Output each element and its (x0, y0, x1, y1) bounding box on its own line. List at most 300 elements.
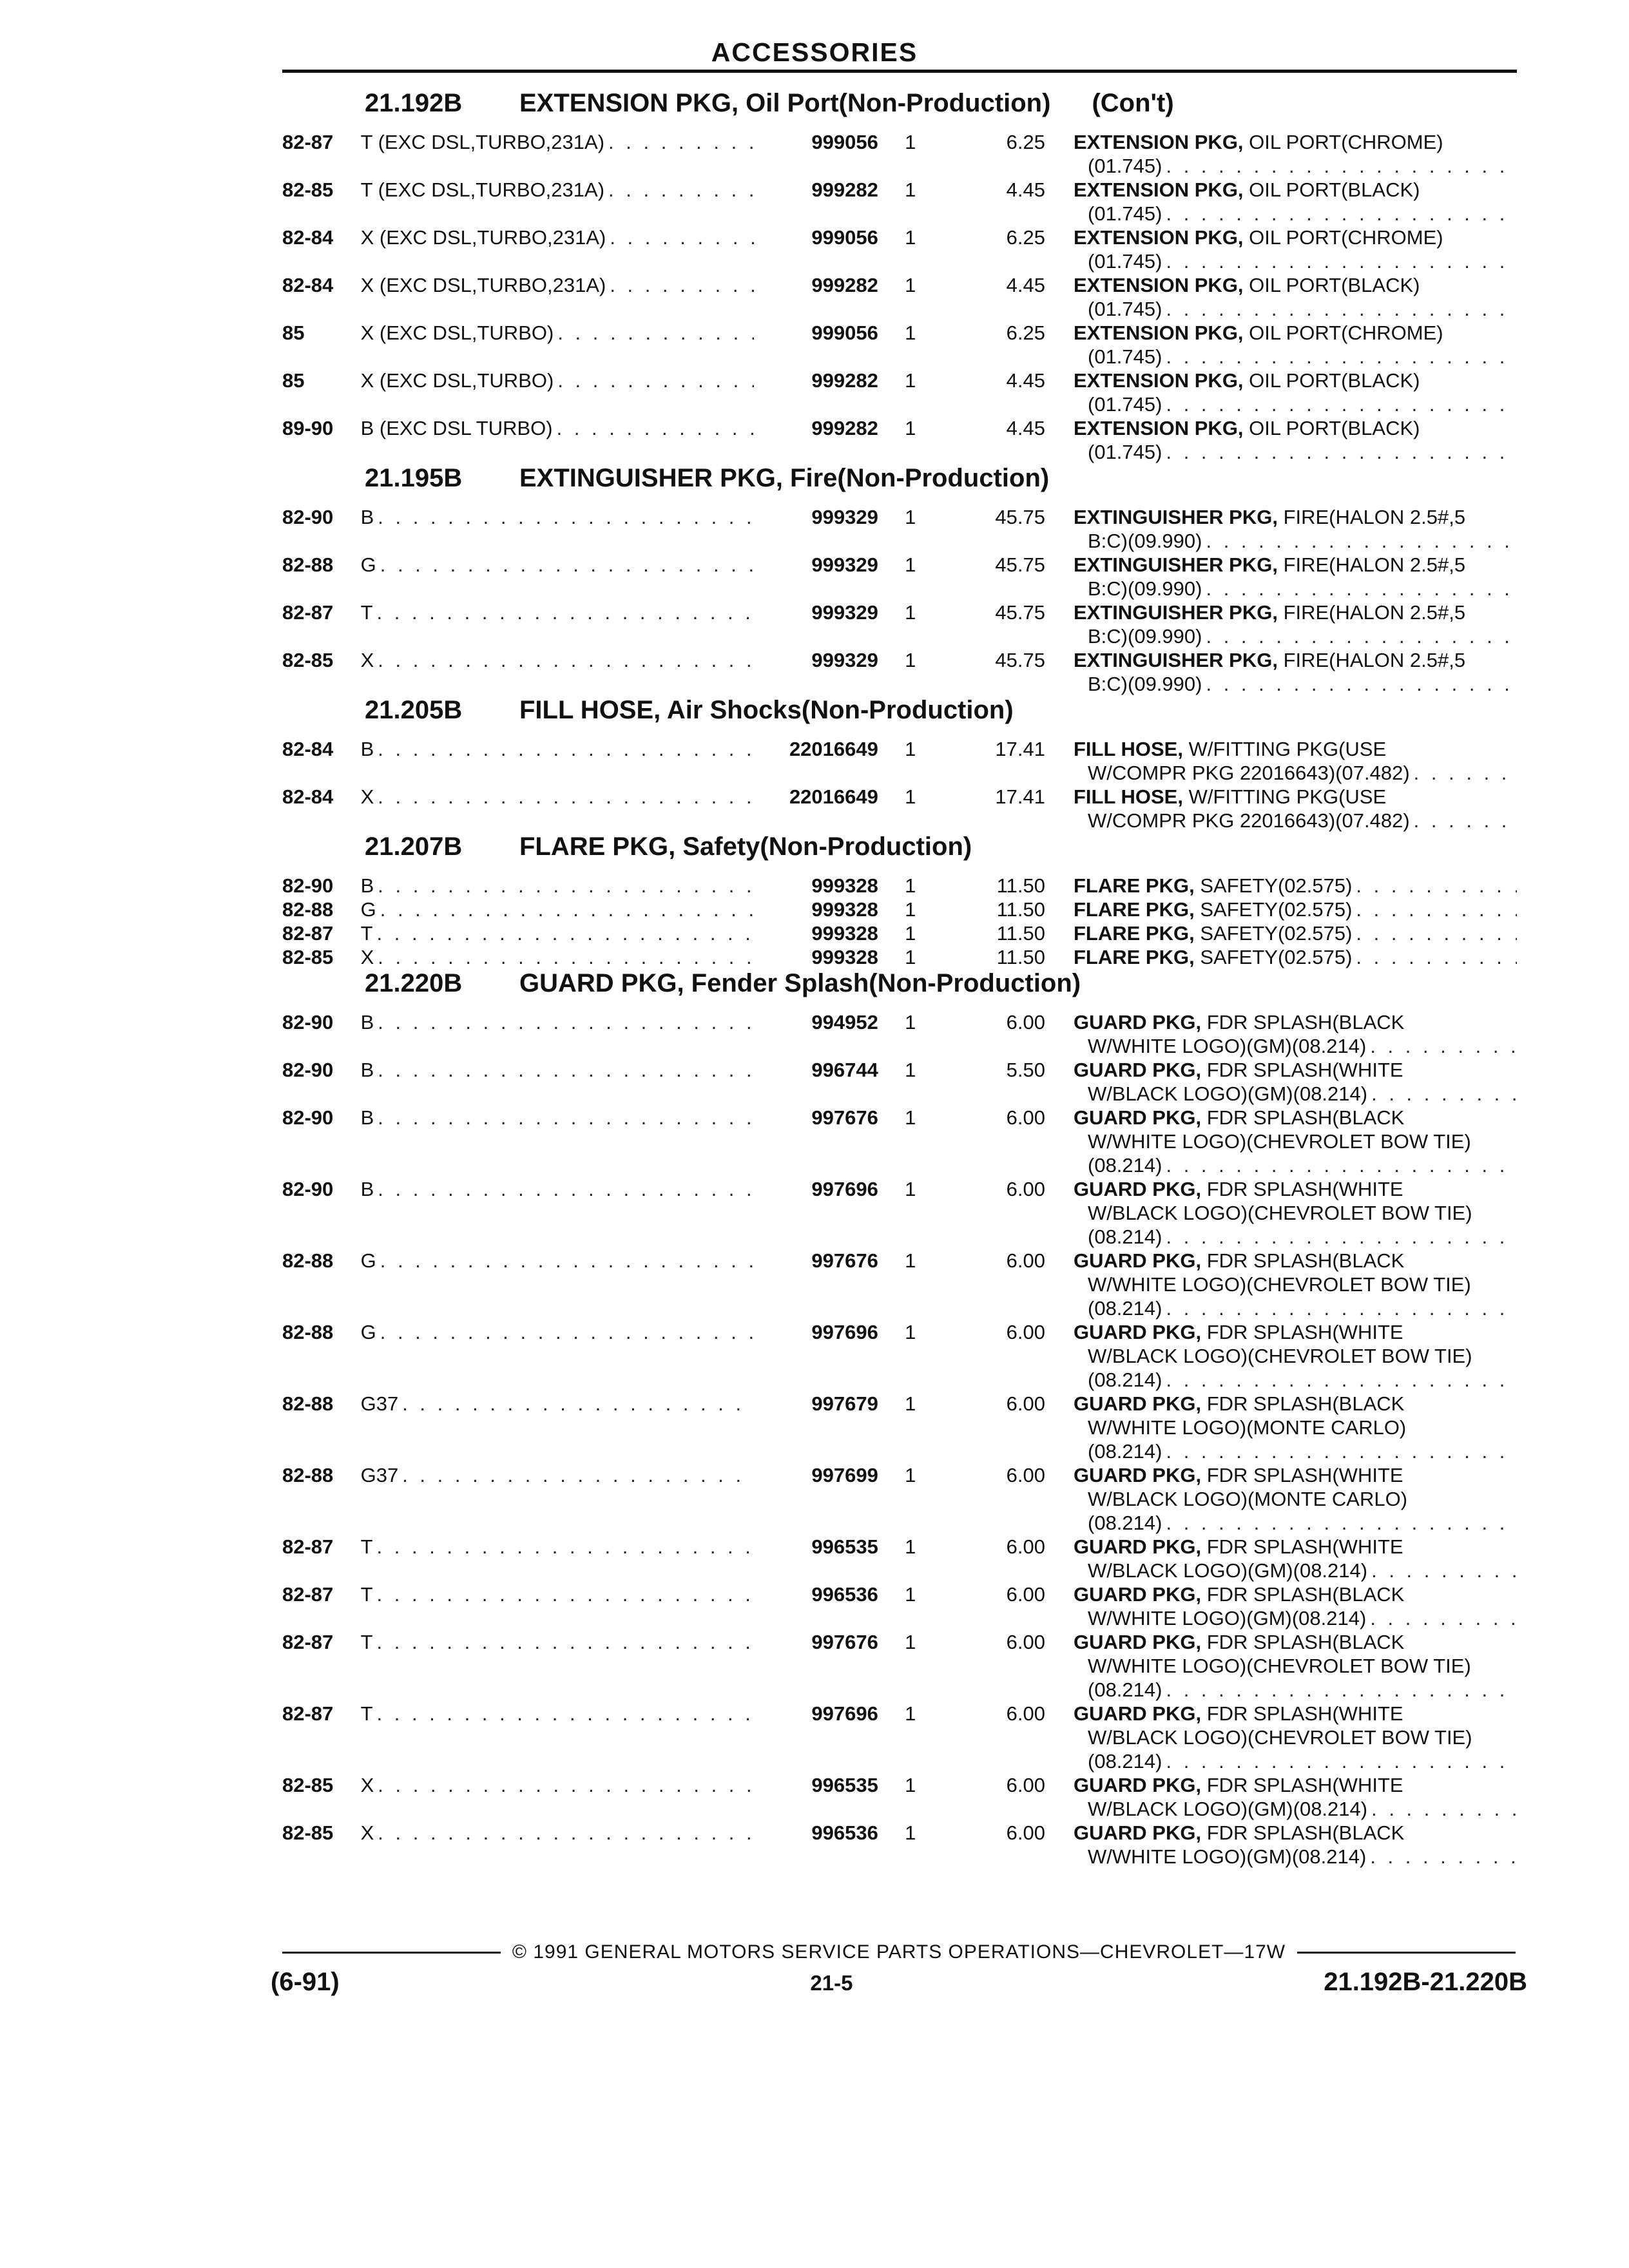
desc-continuation-text: (01.745) (1088, 298, 1162, 320)
row-model-text: X (360, 1821, 374, 1844)
row-part-number: 999328 (811, 946, 878, 968)
desc-rest: FDR SPLASH(WHITE (1206, 1178, 1403, 1200)
dot-leader (1166, 249, 1517, 273)
desc-continuation-text: W/WHITE LOGO)(GM)(08.214) (1088, 1035, 1367, 1057)
desc-keyword: FLARE PKG, (1074, 946, 1195, 968)
dot-leader (608, 178, 754, 202)
section-3 (282, 832, 1517, 969)
desc-text (1074, 1773, 1407, 1797)
desc-line (1074, 1392, 1517, 1416)
desc-line (1074, 601, 1517, 624)
row-model-text: B (360, 874, 374, 897)
row-model-text: X (EXC DSL,TURBO) (360, 369, 554, 392)
desc-text (1074, 130, 1447, 154)
desc-rest: FDR SPLASH(BLACK (1206, 1249, 1405, 1272)
row-model (361, 898, 754, 921)
row-quantity: 1 (905, 1059, 916, 1081)
row-part-number: 999328 (811, 922, 878, 945)
desc-continuation (1074, 1654, 1517, 1678)
desc-line (1074, 785, 1517, 809)
desc-rest: FDR SPLASH(WHITE (1206, 1059, 1403, 1081)
row-years: 82-90 (282, 1106, 334, 1129)
desc-continuation (1074, 809, 1517, 832)
row-price: 6.00 (1006, 1583, 1045, 1606)
table-row (282, 785, 1517, 832)
row-model (361, 1106, 754, 1129)
row-quantity: 1 (905, 1774, 916, 1796)
desc-line (1074, 553, 1517, 577)
row-quantity: 1 (905, 1702, 916, 1725)
row-quantity: 1 (905, 946, 916, 968)
desc-rest: SAFETY(02.575) (1200, 898, 1353, 921)
desc-rest: FDR SPLASH(WHITE (1206, 1702, 1403, 1725)
desc-keyword: GUARD PKG, (1074, 1011, 1202, 1033)
row-years: 82-87 (282, 1535, 334, 1558)
row-years: 82-85 (282, 1774, 334, 1796)
desc-continuation (1074, 1487, 1517, 1511)
row-model-text: X (360, 946, 374, 968)
row-price: 6.00 (1006, 1821, 1045, 1844)
desc-line (1074, 1702, 1517, 1725)
table-row (282, 1702, 1517, 1773)
row-quantity: 1 (905, 898, 916, 921)
row-price: 6.00 (1006, 1106, 1045, 1129)
dot-leader (1166, 1439, 1517, 1463)
row-description (1074, 321, 1517, 369)
desc-keyword: GUARD PKG, (1074, 1821, 1202, 1844)
desc-continuation-text: W/BLACK LOGO)(MONTE CARLO) (1088, 1488, 1408, 1510)
row-years: 82-88 (282, 1249, 334, 1272)
desc-text (1074, 1630, 1408, 1654)
row-part-number: 999056 (811, 131, 878, 153)
desc-continuation-text: (08.214) (1088, 1369, 1162, 1391)
desc-keyword: GUARD PKG, (1074, 1106, 1202, 1129)
table-row (282, 505, 1517, 553)
row-model (361, 737, 754, 761)
row-description (1074, 416, 1517, 464)
dot-leader (1370, 1845, 1517, 1869)
row-quantity: 1 (905, 131, 916, 153)
desc-text (1074, 1535, 1407, 1559)
table-row (282, 1106, 1517, 1177)
desc-line (1074, 226, 1517, 249)
row-years: 82-90 (282, 874, 334, 897)
desc-rest: OIL PORT(BLACK) (1249, 417, 1420, 439)
dot-leader (1370, 1034, 1517, 1058)
row-part-number: 999329 (811, 506, 878, 528)
row-model (361, 1463, 754, 1487)
row-model (361, 921, 754, 945)
table-row (282, 1058, 1517, 1106)
desc-continuation (1074, 1678, 1517, 1702)
row-model-text: X (EXC DSL,TURBO) (360, 322, 554, 344)
desc-text (1074, 874, 1356, 898)
row-part-number: 997679 (811, 1392, 878, 1415)
desc-line (1074, 945, 1517, 969)
desc-rest: W/FITTING PKG(USE (1188, 785, 1387, 808)
row-part-number: 999329 (811, 553, 878, 576)
row-quantity: 1 (905, 274, 916, 296)
dot-leader (378, 505, 753, 529)
desc-continuation (1074, 1273, 1517, 1296)
desc-text (1074, 178, 1423, 202)
section-number: 21.205B (365, 696, 463, 724)
section-note: (Con't) (1092, 89, 1174, 117)
desc-keyword: GUARD PKG, (1074, 1702, 1202, 1725)
desc-continuation-text: (08.214) (1088, 1678, 1162, 1701)
dot-leader (1356, 921, 1517, 945)
desc-continuation-text: W/COMPR PKG 22016643)(07.482) (1088, 762, 1410, 784)
desc-continuation-text: (08.214) (1088, 1440, 1162, 1463)
row-part-number: 997696 (811, 1178, 878, 1200)
row-price: 6.25 (1006, 131, 1045, 153)
row-part-number: 996535 (811, 1774, 878, 1796)
table-row (282, 874, 1517, 898)
desc-line (1074, 369, 1517, 392)
row-part-number: 999329 (811, 649, 878, 671)
row-quantity: 1 (905, 874, 916, 897)
row-price: 45.75 (995, 506, 1045, 528)
footer-page-number: 21-5 (810, 1971, 853, 1995)
desc-continuation-text: W/BLACK LOGO)(GM)(08.214) (1088, 1559, 1368, 1582)
footer-bottom (271, 1968, 1527, 1997)
row-model (361, 945, 754, 969)
row-years: 82-87 (282, 601, 334, 624)
desc-line (1074, 874, 1517, 898)
row-model (361, 130, 754, 154)
footer-date-code: (6-91) (271, 1968, 340, 1996)
row-price: 4.45 (1006, 369, 1045, 392)
desc-line (1074, 1630, 1517, 1654)
row-description (1074, 1773, 1517, 1821)
desc-keyword: GUARD PKG, (1074, 1464, 1202, 1486)
row-years: 82-87 (282, 1583, 334, 1606)
desc-continuation (1074, 1344, 1517, 1368)
row-model-text: T (360, 1583, 373, 1606)
section-title (282, 969, 1517, 1010)
desc-continuation-text: W/BLACK LOGO)(CHEVROLET BOW TIE) (1088, 1726, 1472, 1749)
row-description (1074, 601, 1517, 648)
table-row (282, 648, 1517, 696)
row-description (1074, 273, 1517, 321)
dot-leader (377, 1582, 754, 1606)
row-part-number: 996536 (811, 1821, 878, 1844)
desc-line (1074, 1463, 1517, 1487)
dot-leader (378, 1106, 753, 1129)
desc-line (1074, 273, 1517, 297)
row-model-text: T (360, 922, 373, 945)
desc-keyword: FILL HOSE, (1074, 738, 1183, 760)
desc-text (1074, 898, 1356, 921)
page-footer (271, 1939, 1527, 1997)
row-model (361, 1821, 754, 1845)
row-years: 82-88 (282, 1392, 334, 1415)
desc-continuation (1074, 392, 1517, 416)
row-model-text: G (360, 553, 376, 576)
row-model (361, 1058, 754, 1082)
desc-keyword: EXTINGUISHER PKG, (1074, 649, 1278, 671)
footer-rule-left (282, 1952, 501, 1954)
desc-continuation (1074, 1082, 1517, 1106)
row-model-text: G (360, 1249, 376, 1272)
desc-keyword: EXTENSION PKG, (1074, 322, 1244, 344)
row-years: 89-90 (282, 417, 334, 439)
footer-section-range: 21.192B-21.220B (1324, 1968, 1527, 1996)
row-description (1074, 553, 1517, 601)
row-model-text: B (360, 1106, 374, 1129)
row-description (1074, 1058, 1517, 1106)
desc-continuation (1074, 1749, 1517, 1773)
row-quantity: 1 (905, 1178, 916, 1200)
row-part-number: 22016649 (789, 785, 878, 808)
section-number: 21.220B (365, 969, 463, 997)
row-description (1074, 505, 1517, 553)
row-description (1074, 178, 1517, 226)
dot-leader (377, 601, 754, 624)
desc-line (1074, 1773, 1517, 1797)
dot-leader (1166, 392, 1517, 416)
row-model-text: B (360, 1011, 374, 1033)
row-model (361, 874, 754, 898)
table-row (282, 553, 1517, 601)
row-description (1074, 1821, 1517, 1869)
row-quantity: 1 (905, 1583, 916, 1606)
row-quantity: 1 (905, 322, 916, 344)
row-model (361, 1773, 754, 1797)
row-years: 82-87 (282, 131, 334, 153)
table-row (282, 921, 1517, 945)
desc-continuation (1074, 202, 1517, 226)
desc-line (1074, 416, 1517, 440)
row-model (361, 1702, 754, 1725)
row-years: 82-88 (282, 1321, 334, 1343)
row-model-text: T (360, 1702, 373, 1725)
row-model (361, 1392, 754, 1416)
desc-continuation-text: W/BLACK LOGO)(GM)(08.214) (1088, 1798, 1368, 1820)
dot-leader (1356, 945, 1517, 969)
desc-continuation (1074, 1296, 1517, 1320)
row-part-number: 999282 (811, 417, 878, 439)
desc-keyword: FLARE PKG, (1074, 922, 1195, 945)
section-title (282, 89, 1517, 130)
row-model (361, 601, 754, 624)
desc-continuation (1074, 154, 1517, 178)
desc-continuation-text: W/BLACK LOGO)(GM)(08.214) (1088, 1082, 1368, 1105)
desc-continuation (1074, 1606, 1517, 1630)
dot-leader (380, 553, 754, 577)
desc-text (1074, 505, 1469, 529)
desc-keyword: EXTINGUISHER PKG, (1074, 553, 1278, 576)
row-model-text: B (360, 1178, 374, 1200)
row-model (361, 273, 754, 297)
dot-leader (1356, 874, 1517, 898)
dot-leader (377, 1630, 754, 1654)
row-years: 82-90 (282, 506, 334, 528)
row-quantity: 1 (905, 601, 916, 624)
dot-leader (378, 874, 753, 898)
desc-text (1074, 648, 1469, 672)
row-price: 6.00 (1006, 1392, 1045, 1415)
desc-text (1074, 785, 1390, 809)
row-model (361, 369, 754, 392)
row-part-number: 997696 (811, 1702, 878, 1725)
dot-leader (378, 1821, 753, 1845)
row-part-number: 999056 (811, 322, 878, 344)
desc-rest: OIL PORT(BLACK) (1249, 369, 1420, 392)
dot-leader (1166, 1368, 1517, 1392)
table-row (282, 178, 1517, 226)
desc-continuation (1074, 345, 1517, 369)
row-price: 17.41 (995, 738, 1045, 760)
row-model (361, 648, 754, 672)
row-model-text: X (360, 649, 374, 671)
desc-rest: OIL PORT(BLACK) (1249, 274, 1420, 296)
desc-text (1074, 1106, 1408, 1129)
row-model (361, 553, 754, 577)
row-quantity: 1 (905, 1821, 916, 1844)
row-model (361, 1582, 754, 1606)
dot-leader (557, 321, 753, 345)
desc-continuation (1074, 1034, 1517, 1058)
dot-leader (380, 1249, 754, 1273)
row-model-text: B (EXC DSL TURBO) (360, 417, 553, 439)
table-row (282, 1177, 1517, 1249)
row-price: 11.50 (996, 922, 1045, 945)
desc-continuation (1074, 1511, 1517, 1535)
row-description (1074, 1106, 1517, 1177)
desc-line (1074, 321, 1517, 345)
row-model (361, 1630, 754, 1654)
table-row (282, 321, 1517, 369)
row-years: 82-84 (282, 274, 334, 296)
row-model-text: X (360, 785, 374, 808)
section-name: EXTINGUISHER PKG, Fire(Non-Production) (519, 464, 1050, 492)
table-row (282, 369, 1517, 416)
desc-continuation-text: W/BLACK LOGO)(CHEVROLET BOW TIE) (1088, 1345, 1472, 1367)
row-description (1074, 1702, 1517, 1773)
row-years: 82-88 (282, 553, 334, 576)
desc-continuation-text: (08.214) (1088, 1225, 1162, 1248)
desc-text (1074, 737, 1390, 761)
row-years: 85 (282, 369, 305, 392)
table-row (282, 1630, 1517, 1702)
dot-leader (377, 921, 754, 945)
row-price: 11.50 (996, 946, 1045, 968)
desc-rest: FDR SPLASH(BLACK (1206, 1583, 1405, 1606)
row-quantity: 1 (905, 1535, 916, 1558)
desc-rest: FDR SPLASH(WHITE (1206, 1774, 1403, 1796)
row-quantity: 1 (905, 506, 916, 528)
row-model-text: X (EXC DSL,TURBO,231A) (360, 226, 606, 249)
row-years: 82-87 (282, 1631, 334, 1653)
desc-continuation-text: (01.745) (1088, 393, 1162, 416)
row-years: 82-88 (282, 1464, 334, 1486)
dot-leader (378, 785, 753, 809)
row-price: 6.00 (1006, 1011, 1045, 1033)
dot-leader (1371, 1559, 1517, 1582)
dot-leader (378, 737, 753, 761)
desc-keyword: EXTINGUISHER PKG, (1074, 506, 1278, 528)
row-price: 4.45 (1006, 417, 1045, 439)
desc-rest: OIL PORT(CHROME) (1249, 226, 1443, 249)
desc-text (1074, 273, 1423, 297)
row-description (1074, 1177, 1517, 1249)
desc-rest: FDR SPLASH(BLACK (1206, 1392, 1405, 1415)
row-years: 82-85 (282, 649, 334, 671)
row-part-number: 997699 (811, 1464, 878, 1486)
row-price: 4.45 (1006, 274, 1045, 296)
desc-line (1074, 1177, 1517, 1201)
row-part-number: 996744 (811, 1059, 878, 1081)
section-number: 21.207B (365, 832, 463, 861)
desc-keyword: EXTENSION PKG, (1074, 178, 1244, 201)
section-name: FILL HOSE, Air Shocks(Non-Production) (519, 696, 1014, 724)
row-years: 82-84 (282, 226, 334, 249)
desc-continuation-text: B:C)(09.990) (1088, 530, 1202, 552)
desc-continuation-text: (01.745) (1088, 441, 1162, 463)
dot-leader (1414, 761, 1517, 785)
row-part-number: 997676 (811, 1631, 878, 1653)
dot-leader (1166, 297, 1517, 321)
row-model-text: T (EXC DSL,TURBO,231A) (360, 131, 605, 153)
row-part-number: 997676 (811, 1106, 878, 1129)
desc-keyword: GUARD PKG, (1074, 1059, 1202, 1081)
row-model (361, 178, 754, 202)
row-description (1074, 1535, 1517, 1582)
dot-leader (1371, 1082, 1517, 1106)
desc-text (1074, 1320, 1407, 1344)
desc-line (1074, 1535, 1517, 1559)
row-model (361, 785, 754, 809)
desc-continuation-text: (01.745) (1088, 155, 1162, 177)
desc-keyword: FILL HOSE, (1074, 785, 1183, 808)
desc-continuation (1074, 1201, 1517, 1225)
desc-continuation (1074, 1845, 1517, 1869)
desc-rest: OIL PORT(CHROME) (1249, 131, 1443, 153)
dot-leader (610, 226, 753, 249)
desc-keyword: EXTENSION PKG, (1074, 274, 1244, 296)
desc-keyword: EXTENSION PKG, (1074, 369, 1244, 392)
row-part-number: 996536 (811, 1583, 878, 1606)
desc-rest: FIRE(HALON 2.5#,5 (1283, 649, 1466, 671)
desc-continuation (1074, 1225, 1517, 1249)
row-description (1074, 130, 1517, 178)
row-part-number: 999329 (811, 601, 878, 624)
page-header-title: ACCESSORIES (711, 37, 918, 67)
desc-text (1074, 553, 1469, 577)
dot-leader (1166, 440, 1517, 464)
desc-continuation (1074, 1416, 1517, 1439)
table-row (282, 1773, 1517, 1821)
desc-continuation (1074, 1797, 1517, 1821)
row-years: 85 (282, 322, 305, 344)
row-quantity: 1 (905, 226, 916, 249)
dot-leader (1166, 1749, 1517, 1773)
desc-keyword: GUARD PKG, (1074, 1321, 1202, 1343)
desc-continuation-text: (08.214) (1088, 1512, 1162, 1534)
desc-keyword: GUARD PKG, (1074, 1774, 1202, 1796)
desc-continuation-text: (01.745) (1088, 202, 1162, 225)
desc-line (1074, 1821, 1517, 1845)
row-description (1074, 1463, 1517, 1535)
desc-text (1074, 1702, 1407, 1725)
desc-text (1074, 921, 1356, 945)
desc-continuation-text: B:C)(09.990) (1088, 577, 1202, 600)
row-model-text: G37 (360, 1464, 399, 1486)
desc-rest: SAFETY(02.575) (1200, 946, 1353, 968)
row-model (361, 1320, 754, 1344)
desc-keyword: GUARD PKG, (1074, 1535, 1202, 1558)
